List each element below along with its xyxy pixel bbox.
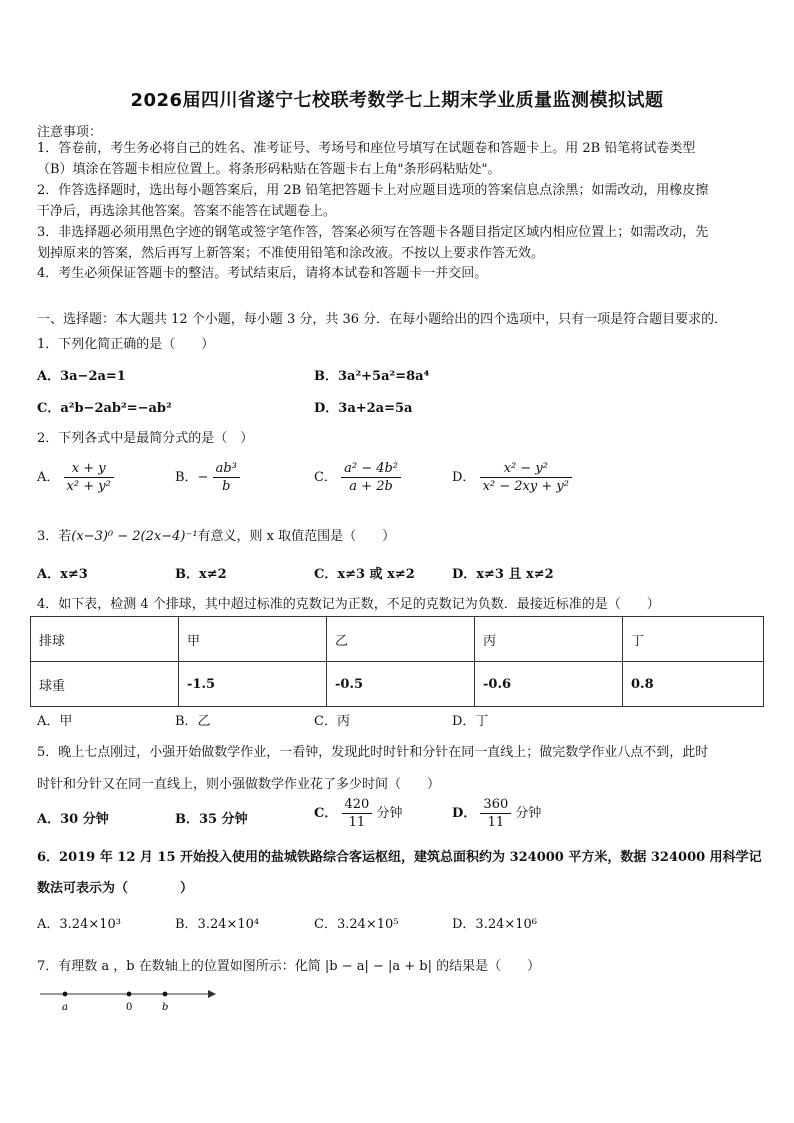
table-cell: 0.8 (623, 662, 764, 707)
q4-option-d[interactable]: D．丁 (452, 714, 489, 729)
q3-option-c[interactable]: C．x≠3 或 x≠2 (314, 567, 415, 582)
notice-line: 3．非选择题必须用黑色字迹的钢笔或签字笔作答，答案必须写在答题卡各题目指定区域内相应位置上；如需改动，先 (37, 225, 709, 240)
notice-line: （B）填涂在答题卡相应位置上。将条形码粘贴在答题卡右上角"条形码粘贴处"。 (37, 162, 501, 177)
option-label: C． (314, 470, 337, 485)
unit: 分钟 (515, 806, 542, 821)
q1-option-d[interactable]: D．3a+2a=5a (314, 401, 413, 416)
q6-option-a[interactable]: A．3.24×10³ (37, 917, 121, 932)
label-zero: 0 (126, 1002, 133, 1013)
q2-option-d[interactable] (452, 460, 572, 495)
denominator: a + 2b (349, 479, 393, 494)
numerator: x² − y² (480, 460, 572, 478)
q6-option-c[interactable]: C．3.24×10⁵ (314, 917, 399, 932)
denominator: b (222, 479, 231, 494)
notice-line: 2．作答选择题时，选出每小题答案后，用 2B 铅笔把答题卡上对应题目选项的答案信息点涂黑；如需改动，用橡皮擦 (37, 183, 709, 198)
q6-option-b[interactable]: B．3.24×10⁴ (175, 917, 260, 932)
number-line-figure (38, 984, 218, 1014)
fraction (213, 460, 240, 495)
table-cell: 丁 (623, 617, 764, 662)
section-heading: 一、选择题：本大题共 12 个小题，每小题 3 分，共 36 分．在每小题给出的四个选项中，只有一项是符合题目要求的． (37, 312, 728, 327)
fraction (64, 460, 114, 495)
fraction (342, 796, 373, 831)
question-6-line: 6．2019 年 12 月 15 开始投入使用的盐城铁路综合客运枢纽，建筑总面积约为 324000 平方米，数据 324000 用科学记 (37, 850, 762, 865)
q1-option-c[interactable]: C．a²b−2ab²=−ab² (37, 401, 172, 416)
q1-option-a[interactable]: A．3a−2a=1 (37, 369, 126, 384)
fraction (480, 796, 511, 831)
q2-option-c[interactable] (314, 460, 401, 495)
label-b: b (162, 1002, 169, 1013)
numerator: x + y (64, 460, 114, 478)
q3-option-a[interactable]: A．x≠3 (37, 567, 88, 582)
point-a (63, 992, 68, 997)
stem-text: 3．若 (37, 529, 72, 544)
question-7-stem: 7．有理数 a ，b 在数轴上的位置如图所示：化简 |b − a| − |a + b| 的结果是（ ） (37, 959, 541, 974)
weight-table (30, 616, 764, 707)
q4-option-b[interactable]: B．乙 (175, 714, 211, 729)
q1-option-b[interactable]: B．3a²+5a²=8a⁴ (314, 369, 430, 384)
denominator: 11 (348, 815, 366, 830)
point-b (163, 992, 168, 997)
notice-line: 1．答卷前，考生务必将自己的姓名、准考证号、考场号和座位号填写在试题卷和答题卡上。用 2B 铅笔将试卷类型 (37, 141, 696, 156)
question-5-line: 时针和分针又在同一直线上，则小强做数学作业花了多少时间（ ） (37, 777, 441, 792)
denominator: 11 (487, 815, 505, 830)
denominator: x² + y² (66, 479, 111, 494)
table-cell: 排球 (31, 617, 179, 662)
option-label: D． (452, 806, 477, 821)
notice-line: 划掉原来的答案，然后再写上新答案；不准使用铅笔和涂改液。不按以上要求作答无效。 (37, 246, 545, 261)
option-label: A． (37, 470, 60, 485)
unit: 分钟 (376, 806, 403, 821)
fraction (480, 460, 572, 495)
question-1-stem: 1．下列化简正确的是（ ） (37, 337, 215, 352)
denominator: x² − 2xy + y² (482, 479, 569, 494)
table-cell: -1.5 (179, 662, 327, 707)
q3-option-b[interactable]: B．x≠2 (175, 567, 227, 582)
option-label: C． (314, 806, 338, 821)
table-cell: 丙 (475, 617, 623, 662)
fraction (341, 460, 401, 495)
numerator: ab³ (213, 460, 240, 478)
option-label: D． (452, 470, 476, 485)
q5-option-b[interactable]: B．35 分钟 (175, 812, 248, 827)
table-cell: 球重 (31, 662, 179, 707)
label-a: a (62, 1002, 68, 1013)
table-row (31, 617, 764, 662)
numerator: 360 (480, 796, 511, 814)
table-cell: -0.5 (327, 662, 475, 707)
numerator: 420 (342, 796, 373, 814)
q6-option-d[interactable]: D．3.24×10⁶ (452, 917, 538, 932)
question-4-stem: 4．如下表，检测 4 个排球，其中超过标准的克数记为正数，不足的克数记为负数．最接近标准的是（ ） (37, 597, 660, 612)
notice-line: 4．考生必须保证答题卡的整洁。考试结束后，请将本试卷和答题卡一并交回。 (37, 266, 488, 281)
option-label: B．− (175, 470, 209, 485)
q5-option-d[interactable] (452, 796, 541, 831)
page-title: 2026届四川省遂宁七校联考数学七上期末学业质量监测模拟试题 (130, 90, 664, 111)
notice-heading: 注意事项： (37, 125, 103, 140)
notice-line: 干净后，再选涂其他答案。答案不能答在试题卷上。 (37, 204, 337, 219)
q4-option-c[interactable]: C．丙 (314, 714, 350, 729)
q5-option-c[interactable] (314, 796, 402, 831)
arrow-icon (208, 990, 216, 998)
point-zero (127, 992, 132, 997)
q5-option-a[interactable]: A．30 分钟 (37, 812, 109, 827)
table-cell: 甲 (179, 617, 327, 662)
math-expression: (x−3)⁰ − 2(2x−4)⁻¹ (71, 529, 198, 544)
table-row (31, 662, 764, 707)
numerator: a² − 4b² (341, 460, 401, 478)
q3-option-d[interactable]: D．x≠3 且 x≠2 (452, 567, 554, 582)
question-2-stem: 2．下列各式中是最简分式的是（ ） (37, 431, 254, 446)
question-5-line: 5．晚上七点刚过，小强开始做数学作业，一看钟，发现此时时针和分针在同一直线上；做完数学作业八点不到，此时 (37, 745, 709, 760)
question-3-stem (37, 525, 395, 544)
stem-text: 有意义，则 x 取值范围是（ ） (197, 529, 396, 544)
table-cell: -0.6 (475, 662, 623, 707)
q2-option-a[interactable] (37, 460, 114, 495)
q2-option-b[interactable] (175, 460, 240, 495)
table-cell: 乙 (327, 617, 475, 662)
q4-option-a[interactable]: A．甲 (37, 714, 73, 729)
question-6-line: 数法可表示为（ ） (37, 881, 194, 896)
